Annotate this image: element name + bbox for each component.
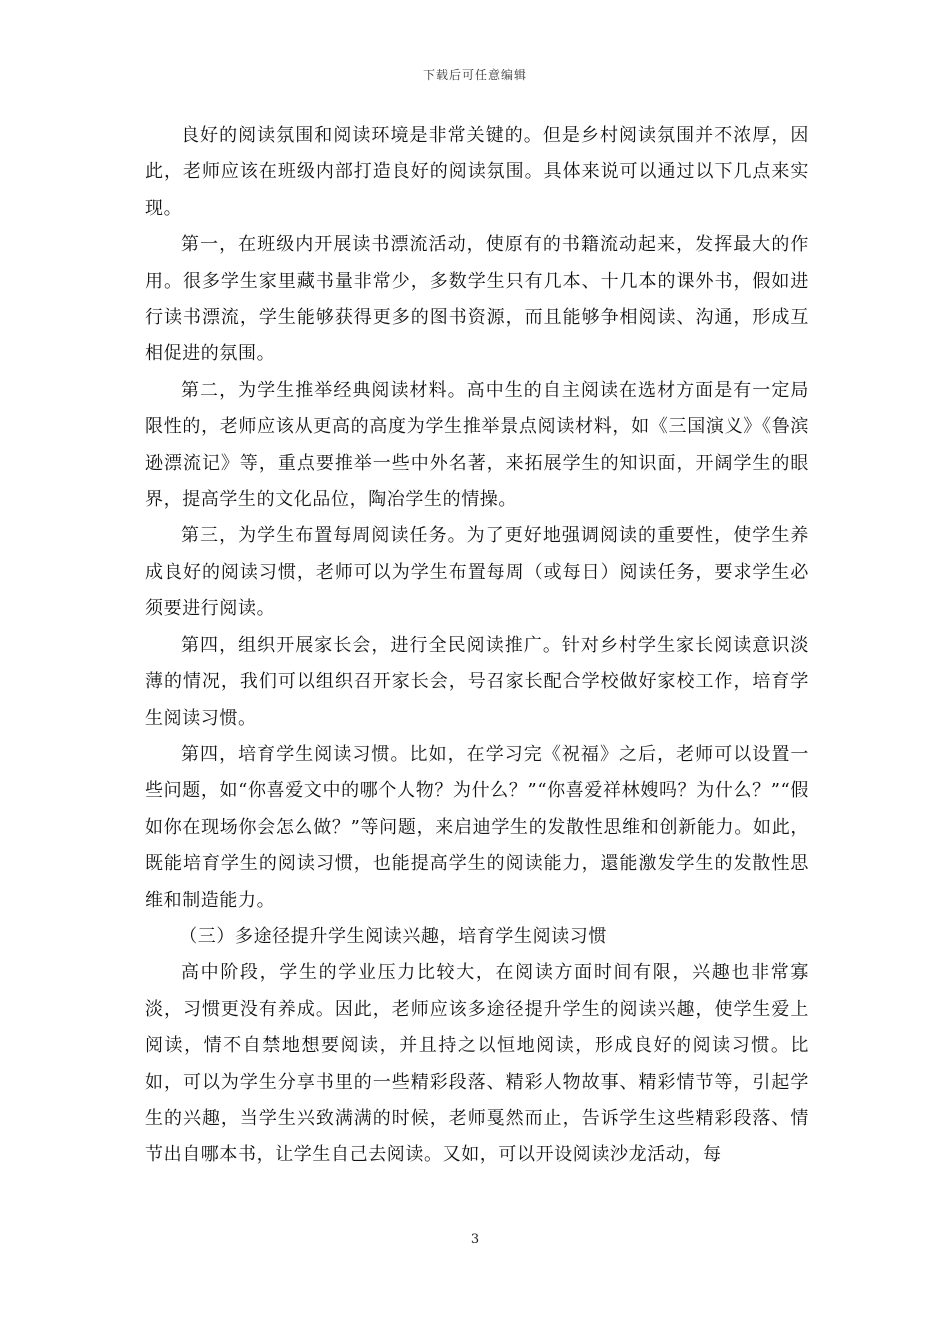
paragraph-weekly-tasks: 第三，为学生布置每周阅读任务。为了更好地强调阅读的重要性，使学生养成良好的阅读习惯，老师可以为学生布置每周（或每日）阅读任务，要求学生必须要进行阅读。 bbox=[145, 525, 809, 620]
paragraph-reading-atmosphere: 良好的阅读氛围和阅读环境是非常关键的。但是乡村阅读氛围并不浓厚，因此，老师应该在班级内部打造良好的阅读氛围。具体来说可以通过以下几点来实现。 bbox=[145, 125, 809, 219]
document-body bbox=[145, 118, 809, 1174]
page-number: 3 bbox=[470, 1232, 480, 1247]
paragraph-multiple-approaches: 高中阶段，学生的学业压力比较大，在阅读方面时间有限，兴趣也非常寡淡，习惯更没有养成。因此，老师应该多途径提升学生的阅读兴趣，使学生爱上阅读，情不自禁地想要阅读，并且持之以恒地阅读，形成良好的阅读习惯。比如，可以为学生分享书里的一些精彩段落、精彩人物故事、精彩情节等，引起学生的兴趣，当学生兴致满满的时候，老师戛然而止，告诉学生这些精彩段落、情节出自哪本书，让学生自己去阅读。又如，可以开设阅读沙龙活动，每 bbox=[145, 962, 809, 1166]
paragraph-reading-habits: 第四，培育学生阅读习惯。比如，在学习完《祝福》之后，老师可以设置一些问题，如“你喜爱文中的哪个人物？为什么？”“你喜爱祥林嫂吗？为什么？”“假如你在现场你会怎么做？”等问题，来启迪学生的发散性思维和创新能力。如此，既能培育学生的阅读习惯，也能提高学生的阅读能力，還能激发学生的发散性思维和制造能力。 bbox=[145, 743, 809, 911]
page-header: 下载后可任意编辑 bbox=[422, 68, 527, 82]
paragraph-book-drifting: 第一，在班级内开展读书漂流活动，使原有的书籍流动起来，发挥最大的作用。很多学生家里藏书量非常少，多数学生只有几本、十几本的课外书，假如进行读书漂流，学生能够获得更多的图书资源，而且能够争相阅读、沟通，形成互相促进的氛围。 bbox=[145, 234, 809, 365]
paragraph-classic-materials: 第二，为学生推举经典阅读材料。高中生的自主阅读在选材方面是有一定局限性的，老师应该从更高的高度为学生推举景点阅读材料，如《三国演义》《鲁滨逊漂流记》等，重点要推举一些中外名著，来拓展学生的知识面，开阔学生的眼界，提高学生的文化品位，陶冶学生的情操。 bbox=[145, 379, 809, 511]
paragraph-parent-meeting: 第四，组织开展家长会，进行全民阅读推广。针对乡村学生家长阅读意识淡薄的情况，我们可以组织召开家长会，号召家长配合学校做好家校工作，培育学生阅读习惯。 bbox=[145, 634, 809, 729]
section-subheading: （三）多途径提升学生阅读兴趣，培育学生阅读习惯 bbox=[179, 925, 607, 947]
